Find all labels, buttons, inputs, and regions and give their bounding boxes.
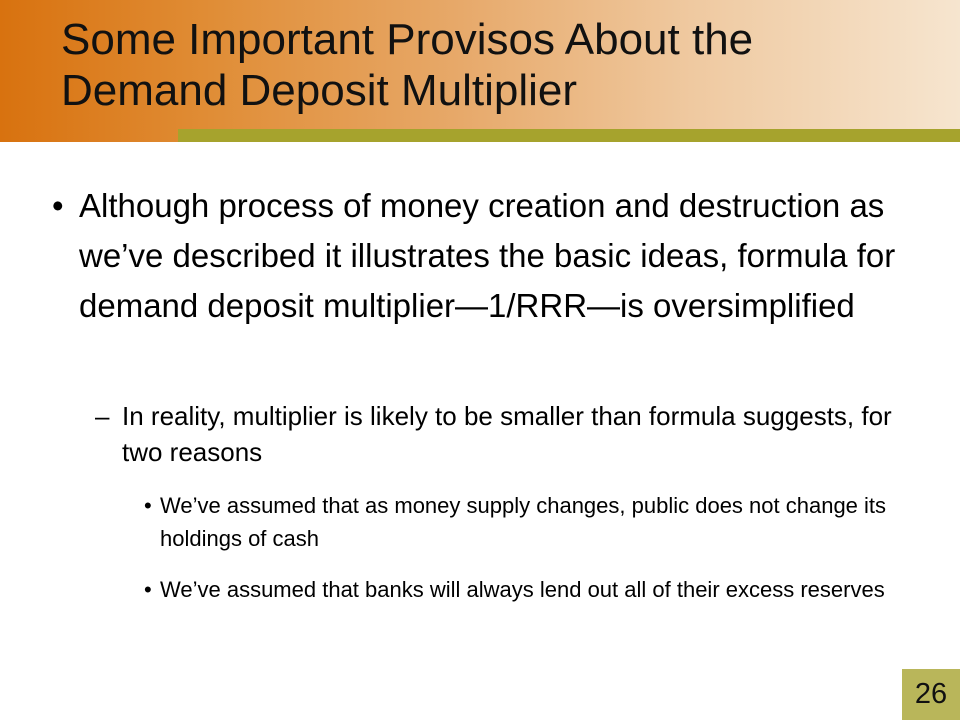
- page-number-badge: [902, 669, 960, 720]
- sub-bullet-text: In reality, multiplier is likely to be smaller than formula suggests, for two reasons: [122, 401, 892, 467]
- page-number: 26: [914, 678, 948, 710]
- slide-title: Some Important Provisos About the Demand Deposit Multiplier: [61, 15, 754, 115]
- detail-bullet-text-1: We’ve assumed that as money supply changes, public does not change its holdings of cash: [160, 493, 887, 551]
- bullet-dot-icon: •: [52, 187, 64, 224]
- small-bullet-dot-icon: •: [144, 493, 152, 518]
- dash-bullet-icon: –: [95, 401, 110, 431]
- main-bullet-text: Although process of money creation and destruction as we’ve described it illustrates the basic ideas, formula for demand deposit multiplier—1/RRR—is oversimplified: [79, 187, 896, 324]
- small-bullet-dot-icon: •: [144, 577, 152, 602]
- detail-bullet-text-2: We’ve assumed that banks will always lend out all of their excess reserves: [160, 577, 885, 602]
